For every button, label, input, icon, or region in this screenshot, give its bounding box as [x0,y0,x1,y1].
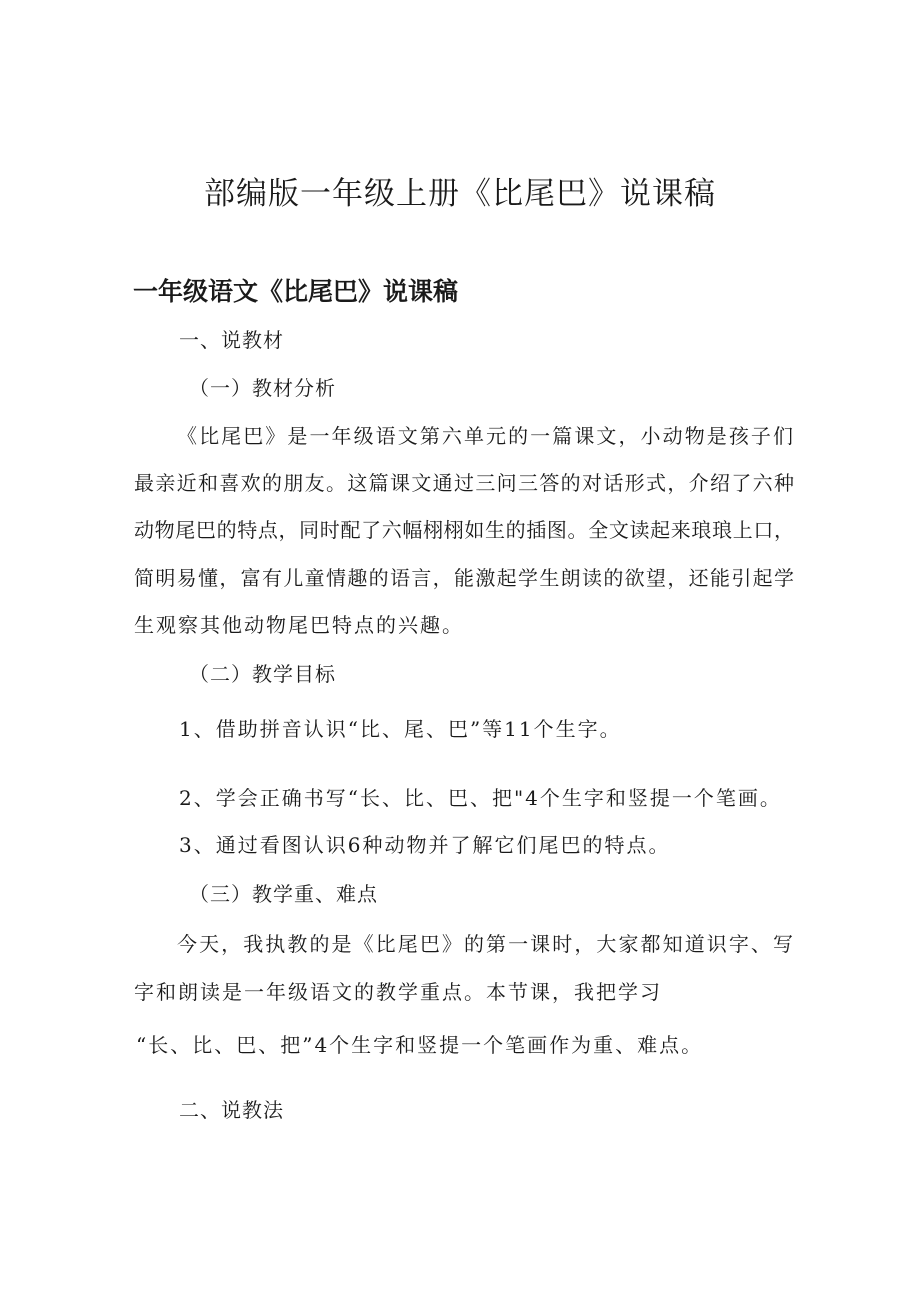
goal-item-1: 1、借助拼音认识“比、尾、巴”等11个生字。 [179,717,622,741]
focus-line-2: 字和朗读是一年级语文的教学重点。本节课，我把学习 [134,980,662,1004]
goal-item-3: 3、通过看图认识6种动物并了解它们尾巴的特点。 [179,833,671,857]
document-title: 部编版一年级上册《比尾巴》说课稿 [204,176,716,212]
focus-line-3: “长、比、巴、把”4个生字和竖提一个笔画作为重、难点。 [136,1033,704,1057]
subsection-1-heading: （一）教材分析 [189,376,336,400]
subsection-2-heading: （二）教学目标 [189,662,336,686]
section-2-heading: 二、说教法 [179,1098,284,1122]
analysis-line-1: 《比尾巴》是一年级语文第六单元的一篇课文，小动物是孩子们 [177,424,793,448]
goal-item-2: 2、学会正确书写“长、比、巴、把"4个生字和竖提一个笔画。 [179,786,782,810]
subsection-3-heading: （三）教学重、难点 [189,882,378,906]
analysis-line-4: 简明易懂，富有儿童情趣的语言，能激起学生朗读的欲望，还能引起学 [134,566,794,590]
document-subtitle: 一年级语文《比尾巴》说课稿 [133,277,459,306]
analysis-line-2: 最亲近和喜欢的朋友。这篇课文通过三问三答的对话形式，介绍了六种 [134,471,794,495]
analysis-line-3: 动物尾巴的特点，同时配了六幅栩栩如生的插图。全文读起来琅琅上口， [134,518,794,542]
focus-line-1: 今天，我执教的是《比尾巴》的第一课时，大家都知道识字、写 [177,932,793,956]
analysis-line-5: 生观察其他动物尾巴特点的兴趣。 [134,613,464,637]
section-1-heading: 一、说教材 [179,328,284,352]
